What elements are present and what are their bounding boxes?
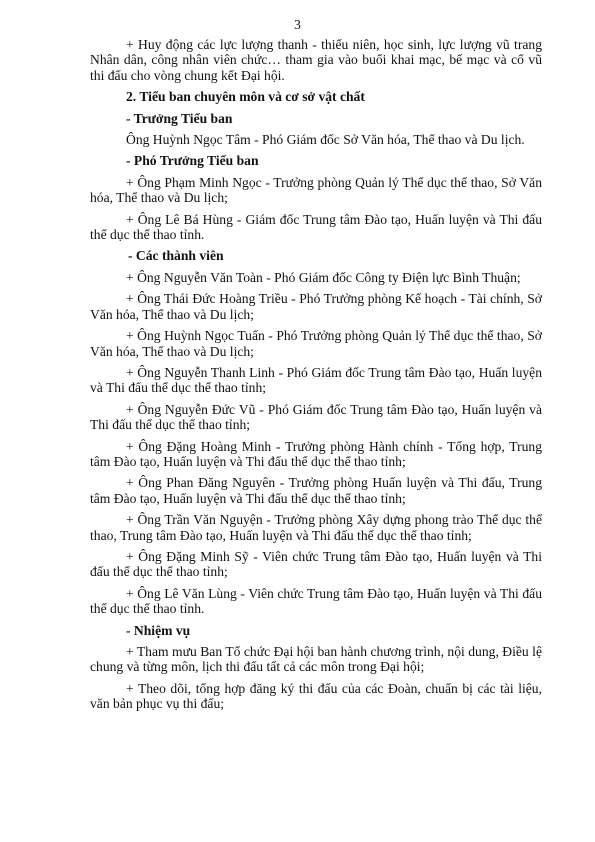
member-item: + Ông Đặng Minh Sỹ - Viên chức Trung tâm Đào tạo, Huấn luyện và Thi đấu thể dục thể thao tỉnh; <box>90 548 542 580</box>
section-heading-subcommittee: 2. Tiểu ban chuyên môn và cơ sở vật chất <box>126 89 365 105</box>
page-number: 3 <box>294 17 301 32</box>
member-item: + Ông Thái Đức Hoàng Triều - Phó Trưởng phòng Kế hoạch - Tài chính, Sở Văn hóa, Thể thao và Du lịch; <box>90 291 542 322</box>
member-item: + Ông Phan Đăng Nguyên - Trưởng phòng Huấn luyện và Thi đấu, Trung tâm Đào tạo, Huấn luyện và Thi đấu thể dục thể thao tỉnh; <box>90 475 542 506</box>
member-item: + Ông Lê Văn Lùng - Viên chức Trung tâm Đào tạo, Huấn luyện và Thi đấu thể dục thể thao tỉnh. <box>90 585 542 617</box>
member-item: + Ông Nguyễn Thanh Linh - Phó Giám đốc Trung tâm Đào tạo, Huấn luyện và Thi đấu thể dục thể thao tỉnh; <box>90 364 542 396</box>
member-item: Ông Huỳnh Ngọc Tâm - Phó Giám đốc Sở Văn hóa, Thể thao và Du lịch. <box>126 132 525 148</box>
subheading-members: - Các thành viên <box>128 248 224 264</box>
member-item: + Ông Trần Văn Nguyện - Trưởng phòng Xây dựng phong trào Thể dục thể thao, Trung tâm Đào tạo, Huấn luyện và Thi đấu thể dục thể thao tỉnh; <box>90 512 542 543</box>
member-item: + Ông Nguyễn Văn Toàn - Phó Giám đốc Công ty Điện lực Bình Thuận; <box>126 269 521 285</box>
duty-item: + Tham mưu Ban Tổ chức Đại hội ban hành chương trình, nội dung, Điều lệ chung và từng môn, lịch thi đấu tất cả các môn trong Đại hội; <box>90 644 542 675</box>
subheading-duties: - Nhiệm vụ <box>126 622 191 638</box>
member-item: + Ông Đặng Hoàng Minh - Trưởng phòng Hành chính - Tổng hợp, Trung tâm Đào tạo, Huấn luyện và Thi đấu thể dục thể thao tỉnh; <box>90 438 542 469</box>
subheading-deputy-head: - Phó Trưởng Tiểu ban <box>126 153 259 169</box>
member-item: + Ông Nguyễn Đức Vũ - Phó Giám đốc Trung tâm Đào tạo, Huấn luyện và Thi đấu thể dục thể thao tỉnh; <box>90 401 542 433</box>
subheading-head: - Trưởng Tiểu ban <box>126 110 233 126</box>
member-item: + Ông Huỳnh Ngọc Tuấn - Phó Trưởng phòng Quản lý Thể dục thể thao, Sở Văn hóa, Thể thao và Du lịch; <box>90 328 542 359</box>
member-item: + Ông Lê Bá Hùng - Giám đốc Trung tâm Đào tạo, Huấn luyện và Thi đấu thể dục thể thao tỉnh. <box>90 211 542 243</box>
member-item: + Ông Phạm Minh Ngọc - Trưởng phòng Quản lý Thể dục thể thao, Sở Văn hóa, Thể thao và Du lịch; <box>90 174 542 206</box>
paragraph-mobilize-forces: + Huy động các lực lượng thanh - thiếu niên, học sinh, lực lượng vũ trang Nhân dân, công nhân viên chức… tham gia vào buổi khai mạc, bế mạc và cổ vũ thi đấu cho vòng chung kết Đại hội. <box>90 37 542 83</box>
document-body <box>90 37 542 718</box>
duty-item: + Theo dõi, tổng hợp đăng ký thi đấu của các Đoàn, chuẩn bị các tài liệu, văn bản phục vụ thi đấu; <box>90 680 542 712</box>
